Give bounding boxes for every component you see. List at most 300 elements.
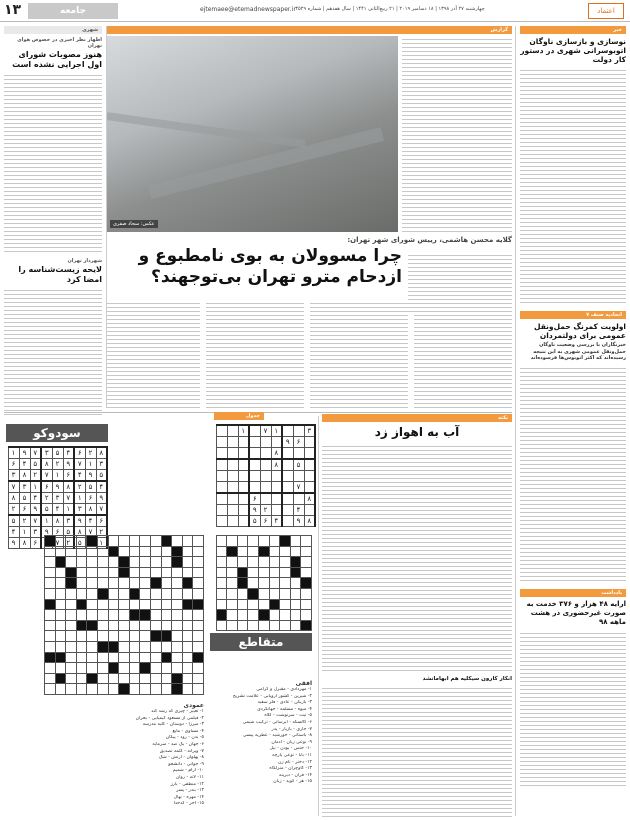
crossword-cell[interactable] bbox=[45, 620, 56, 631]
sudoku-cell[interactable] bbox=[282, 482, 293, 494]
sudoku-cell[interactable] bbox=[260, 437, 271, 448]
crossword-cell[interactable] bbox=[237, 588, 248, 599]
crossword-cell[interactable] bbox=[108, 652, 119, 663]
crossword-cell[interactable] bbox=[129, 620, 140, 631]
crossword-cell[interactable] bbox=[269, 557, 280, 568]
sudoku-cell[interactable] bbox=[216, 437, 227, 448]
crossword-cell[interactable] bbox=[227, 610, 238, 621]
crossword-cell[interactable] bbox=[182, 567, 193, 578]
sudoku-cell[interactable] bbox=[282, 505, 293, 516]
sudoku-cell[interactable] bbox=[249, 459, 260, 471]
sudoku-cell[interactable] bbox=[304, 505, 315, 516]
sudoku-cell[interactable]: ۹ bbox=[293, 516, 304, 527]
sudoku-cell[interactable] bbox=[260, 459, 271, 471]
crossword-cell[interactable] bbox=[161, 567, 172, 578]
crossword-cell[interactable] bbox=[98, 610, 109, 621]
crossword-cell[interactable] bbox=[227, 567, 238, 578]
crossword-cell[interactable] bbox=[108, 536, 119, 547]
crossword-cell[interactable] bbox=[45, 684, 56, 695]
crossword-cell[interactable] bbox=[87, 578, 98, 589]
crossword-cell[interactable] bbox=[172, 588, 183, 599]
crossword-cell[interactable] bbox=[76, 546, 87, 557]
crossword-cell[interactable] bbox=[227, 536, 238, 547]
crossword-cell[interactable] bbox=[119, 578, 130, 589]
crossword-cell[interactable] bbox=[182, 557, 193, 568]
crossword-cell[interactable] bbox=[237, 546, 248, 557]
crossword-cell[interactable] bbox=[269, 588, 280, 599]
crossword-cell[interactable] bbox=[55, 641, 66, 652]
crossword-cell[interactable] bbox=[45, 673, 56, 684]
crossword-mini-grid[interactable] bbox=[216, 535, 312, 631]
crossword-cell[interactable] bbox=[161, 599, 172, 610]
crossword-cell[interactable] bbox=[87, 610, 98, 621]
crossword-cell[interactable] bbox=[55, 620, 66, 631]
crossword-cell[interactable] bbox=[269, 546, 280, 557]
crossword-grid[interactable] bbox=[44, 535, 204, 695]
crossword-cell[interactable] bbox=[248, 610, 259, 621]
crossword-cell[interactable] bbox=[216, 578, 227, 589]
crossword-cell[interactable] bbox=[248, 578, 259, 589]
crossword-cell[interactable] bbox=[108, 567, 119, 578]
crossword-cell[interactable] bbox=[259, 567, 270, 578]
crossword-cell[interactable] bbox=[151, 567, 162, 578]
crossword-cell[interactable] bbox=[87, 631, 98, 642]
crossword-cell[interactable] bbox=[129, 631, 140, 642]
crossword-cell[interactable] bbox=[55, 588, 66, 599]
crossword-cell[interactable] bbox=[119, 620, 130, 631]
crossword-cell[interactable] bbox=[140, 684, 151, 695]
crossword-cell[interactable] bbox=[182, 631, 193, 642]
sudoku-cell[interactable] bbox=[271, 482, 282, 494]
crossword-cell[interactable] bbox=[161, 588, 172, 599]
crossword-cell[interactable] bbox=[76, 631, 87, 642]
crossword-cell[interactable] bbox=[129, 578, 140, 589]
crossword-cell[interactable] bbox=[66, 631, 77, 642]
crossword-cell[interactable] bbox=[216, 567, 227, 578]
crossword-cell[interactable] bbox=[280, 588, 291, 599]
crossword-cell[interactable] bbox=[193, 641, 204, 652]
crossword-cell[interactable] bbox=[151, 557, 162, 568]
crossword-cell[interactable] bbox=[193, 684, 204, 695]
crossword-cell[interactable] bbox=[151, 588, 162, 599]
crossword-cell[interactable] bbox=[87, 599, 98, 610]
sudoku-cell[interactable] bbox=[216, 471, 227, 482]
section-email[interactable]: ejtemaee@etemadnewspaper.ir bbox=[200, 6, 296, 13]
sudoku-cell[interactable] bbox=[271, 493, 282, 505]
crossword-cell[interactable] bbox=[45, 631, 56, 642]
crossword-cell[interactable] bbox=[45, 610, 56, 621]
sudoku-cell[interactable] bbox=[293, 425, 304, 437]
crossword-cell[interactable] bbox=[248, 536, 259, 547]
sudoku-cell[interactable]: ۳ bbox=[304, 425, 315, 437]
crossword-cell[interactable] bbox=[290, 620, 301, 631]
sudoku-cell[interactable] bbox=[249, 448, 260, 460]
crossword-cell[interactable] bbox=[66, 673, 77, 684]
crossword-cell[interactable] bbox=[45, 557, 56, 568]
crossword-cell[interactable] bbox=[108, 610, 119, 621]
sudoku-cell[interactable]: ۹ bbox=[249, 505, 260, 516]
sudoku-cell[interactable]: ۴ bbox=[271, 516, 282, 527]
crossword-cell[interactable] bbox=[182, 536, 193, 547]
crossword-cell[interactable] bbox=[108, 631, 119, 642]
crossword-cell[interactable] bbox=[129, 536, 140, 547]
sudoku-cell[interactable] bbox=[227, 437, 238, 448]
crossword-cell[interactable] bbox=[237, 599, 248, 610]
sudoku-cell[interactable] bbox=[238, 448, 249, 460]
crossword-cell[interactable] bbox=[280, 610, 291, 621]
crossword-cell[interactable] bbox=[161, 557, 172, 568]
crossword-cell[interactable] bbox=[45, 663, 56, 674]
crossword-cell[interactable] bbox=[45, 588, 56, 599]
sudoku-cell[interactable] bbox=[216, 516, 227, 527]
crossword-cell[interactable] bbox=[269, 620, 280, 631]
crossword-cell[interactable] bbox=[140, 641, 151, 652]
crossword-cell[interactable] bbox=[76, 536, 87, 547]
crossword-cell[interactable] bbox=[193, 663, 204, 674]
sudoku-cell[interactable] bbox=[249, 425, 260, 437]
crossword-cell[interactable] bbox=[87, 641, 98, 652]
crossword-cell[interactable] bbox=[98, 684, 109, 695]
sudoku-cell[interactable] bbox=[260, 482, 271, 494]
crossword-cell[interactable] bbox=[55, 536, 66, 547]
crossword-cell[interactable] bbox=[161, 663, 172, 674]
sudoku-cell[interactable] bbox=[249, 437, 260, 448]
crossword-cell[interactable] bbox=[269, 567, 280, 578]
sudoku-cell[interactable] bbox=[227, 516, 238, 527]
crossword-cell[interactable] bbox=[172, 567, 183, 578]
crossword-cell[interactable] bbox=[129, 684, 140, 695]
crossword-cell[interactable] bbox=[172, 652, 183, 663]
sudoku-cell[interactable] bbox=[238, 493, 249, 505]
crossword-cell[interactable] bbox=[172, 610, 183, 621]
crossword-cell[interactable] bbox=[269, 578, 280, 589]
sudoku-cell[interactable] bbox=[227, 448, 238, 460]
crossword-cell[interactable] bbox=[119, 588, 130, 599]
crossword-cell[interactable] bbox=[193, 610, 204, 621]
crossword-cell[interactable] bbox=[140, 536, 151, 547]
sudoku-cell[interactable] bbox=[227, 493, 238, 505]
sudoku-cell[interactable] bbox=[216, 505, 227, 516]
sudoku-cell[interactable] bbox=[271, 437, 282, 448]
crossword-cell[interactable] bbox=[301, 557, 312, 568]
crossword-cell[interactable] bbox=[151, 610, 162, 621]
crossword-cell[interactable] bbox=[129, 641, 140, 652]
crossword-cell[interactable] bbox=[259, 588, 270, 599]
crossword-cell[interactable] bbox=[98, 546, 109, 557]
crossword-cell[interactable] bbox=[151, 620, 162, 631]
crossword-cell[interactable] bbox=[161, 673, 172, 684]
crossword-cell[interactable] bbox=[172, 578, 183, 589]
crossword-cell[interactable] bbox=[76, 578, 87, 589]
crossword-cell[interactable] bbox=[301, 610, 312, 621]
crossword-cell[interactable] bbox=[237, 620, 248, 631]
sudoku-cell[interactable]: ۱ bbox=[271, 425, 282, 437]
sudoku-cell[interactable] bbox=[282, 425, 293, 437]
crossword-cell[interactable] bbox=[151, 673, 162, 684]
sudoku-cell[interactable] bbox=[260, 471, 271, 482]
crossword-cell[interactable] bbox=[172, 631, 183, 642]
crossword-cell[interactable] bbox=[66, 557, 77, 568]
crossword-cell[interactable] bbox=[76, 652, 87, 663]
crossword-cell[interactable] bbox=[151, 652, 162, 663]
crossword-cell[interactable] bbox=[119, 536, 130, 547]
crossword-cell[interactable] bbox=[66, 536, 77, 547]
crossword-cell[interactable] bbox=[55, 578, 66, 589]
crossword-cell[interactable] bbox=[172, 620, 183, 631]
crossword-cell[interactable] bbox=[76, 588, 87, 599]
crossword-cell[interactable] bbox=[269, 536, 280, 547]
crossword-cell[interactable] bbox=[98, 578, 109, 589]
crossword-cell[interactable] bbox=[87, 684, 98, 695]
sudoku-cell[interactable] bbox=[304, 482, 315, 494]
crossword-cell[interactable] bbox=[55, 567, 66, 578]
crossword-cell[interactable] bbox=[66, 620, 77, 631]
crossword-cell[interactable] bbox=[216, 588, 227, 599]
crossword-cell[interactable] bbox=[182, 610, 193, 621]
sudoku-cell[interactable] bbox=[216, 493, 227, 505]
crossword-cell[interactable] bbox=[259, 557, 270, 568]
crossword-cell[interactable] bbox=[227, 599, 238, 610]
crossword-cell[interactable] bbox=[182, 546, 193, 557]
sudoku-cell[interactable]: ۲ bbox=[260, 505, 271, 516]
crossword-cell[interactable] bbox=[182, 663, 193, 674]
crossword-cell[interactable] bbox=[55, 546, 66, 557]
crossword-cell[interactable] bbox=[280, 557, 291, 568]
crossword-cell[interactable] bbox=[216, 620, 227, 631]
crossword-cell[interactable] bbox=[66, 652, 77, 663]
crossword-cell[interactable] bbox=[193, 578, 204, 589]
crossword-cell[interactable] bbox=[193, 631, 204, 642]
sudoku-cell[interactable] bbox=[260, 448, 271, 460]
crossword-cell[interactable] bbox=[108, 557, 119, 568]
crossword-cell[interactable] bbox=[216, 557, 227, 568]
sudoku-cell[interactable] bbox=[304, 448, 315, 460]
crossword-cell[interactable] bbox=[216, 546, 227, 557]
sudoku-cell[interactable]: ۶ bbox=[249, 493, 260, 505]
crossword-cell[interactable] bbox=[119, 546, 130, 557]
sudoku-cell[interactable]: ۵ bbox=[293, 459, 304, 471]
crossword-cell[interactable] bbox=[151, 663, 162, 674]
crossword-cell[interactable] bbox=[259, 620, 270, 631]
crossword-cell[interactable] bbox=[108, 684, 119, 695]
crossword-cell[interactable] bbox=[193, 536, 204, 547]
crossword-cell[interactable] bbox=[98, 663, 109, 674]
crossword-cell[interactable] bbox=[140, 546, 151, 557]
crossword-cell[interactable] bbox=[237, 536, 248, 547]
crossword-cell[interactable] bbox=[301, 588, 312, 599]
sudoku-cell[interactable]: ۱ bbox=[238, 425, 249, 437]
sudoku-cell[interactable] bbox=[227, 505, 238, 516]
sudoku-cell[interactable]: ۷ bbox=[293, 482, 304, 494]
crossword-cell[interactable] bbox=[182, 673, 193, 684]
crossword-cell[interactable] bbox=[227, 578, 238, 589]
crossword-cell[interactable] bbox=[140, 631, 151, 642]
sudoku-cell[interactable] bbox=[282, 459, 293, 471]
crossword-cell[interactable] bbox=[248, 546, 259, 557]
crossword-cell[interactable] bbox=[172, 641, 183, 652]
sudoku-cell[interactable] bbox=[216, 425, 227, 437]
crossword-cell[interactable] bbox=[98, 673, 109, 684]
crossword-cell[interactable] bbox=[290, 546, 301, 557]
sudoku-cell[interactable] bbox=[271, 471, 282, 482]
crossword-cell[interactable] bbox=[76, 567, 87, 578]
crossword-cell[interactable] bbox=[129, 673, 140, 684]
crossword-cell[interactable] bbox=[193, 588, 204, 599]
crossword-cell[interactable] bbox=[119, 663, 130, 674]
sudoku-cell[interactable]: ۸ bbox=[304, 516, 315, 527]
crossword-cell[interactable] bbox=[140, 567, 151, 578]
crossword-cell[interactable] bbox=[55, 599, 66, 610]
crossword-cell[interactable] bbox=[161, 684, 172, 695]
crossword-cell[interactable] bbox=[76, 684, 87, 695]
sudoku-cell[interactable] bbox=[304, 437, 315, 448]
sudoku-cell[interactable] bbox=[216, 459, 227, 471]
crossword-cell[interactable] bbox=[140, 599, 151, 610]
sudoku-cell[interactable] bbox=[238, 471, 249, 482]
crossword-cell[interactable] bbox=[216, 599, 227, 610]
crossword-cell[interactable] bbox=[140, 673, 151, 684]
crossword-cell[interactable] bbox=[129, 652, 140, 663]
crossword-cell[interactable] bbox=[119, 610, 130, 621]
crossword-cell[interactable] bbox=[55, 684, 66, 695]
crossword-cell[interactable] bbox=[269, 610, 280, 621]
crossword-cell[interactable] bbox=[66, 599, 77, 610]
crossword-cell[interactable] bbox=[161, 620, 172, 631]
crossword-cell[interactable] bbox=[98, 536, 109, 547]
crossword-cell[interactable] bbox=[87, 567, 98, 578]
sudoku-cell[interactable] bbox=[227, 471, 238, 482]
crossword-cell[interactable] bbox=[151, 546, 162, 557]
crossword-cell[interactable] bbox=[45, 578, 56, 589]
crossword-cell[interactable] bbox=[161, 578, 172, 589]
sudoku-cell[interactable]: ۶ bbox=[293, 437, 304, 448]
crossword-cell[interactable] bbox=[151, 684, 162, 695]
crossword-cell[interactable] bbox=[108, 599, 119, 610]
crossword-cell[interactable] bbox=[98, 557, 109, 568]
crossword-cell[interactable] bbox=[280, 567, 291, 578]
crossword-cell[interactable] bbox=[193, 546, 204, 557]
crossword-cell[interactable] bbox=[290, 536, 301, 547]
crossword-cell[interactable] bbox=[301, 536, 312, 547]
crossword-cell[interactable] bbox=[248, 567, 259, 578]
crossword-cell[interactable] bbox=[129, 557, 140, 568]
sudoku-cell[interactable] bbox=[238, 482, 249, 494]
crossword-cell[interactable] bbox=[193, 567, 204, 578]
sudoku-cell[interactable]: ۴ bbox=[293, 505, 304, 516]
crossword-cell[interactable] bbox=[76, 641, 87, 652]
crossword-cell[interactable] bbox=[182, 684, 193, 695]
crossword-cell[interactable] bbox=[45, 567, 56, 578]
crossword-cell[interactable] bbox=[237, 557, 248, 568]
crossword-cell[interactable] bbox=[237, 610, 248, 621]
crossword-cell[interactable] bbox=[66, 641, 77, 652]
crossword-cell[interactable] bbox=[140, 588, 151, 599]
sudoku-cell[interactable] bbox=[271, 505, 282, 516]
sudoku-cell[interactable] bbox=[238, 437, 249, 448]
crossword-cell[interactable] bbox=[87, 652, 98, 663]
crossword-cell[interactable] bbox=[172, 599, 183, 610]
crossword-cell[interactable] bbox=[259, 578, 270, 589]
crossword-cell[interactable] bbox=[98, 631, 109, 642]
sudoku-cell[interactable] bbox=[260, 493, 271, 505]
sudoku-cell[interactable] bbox=[238, 505, 249, 516]
crossword-cell[interactable] bbox=[280, 599, 291, 610]
crossword-cell[interactable] bbox=[108, 620, 119, 631]
sudoku-cell[interactable]: ۷ bbox=[260, 425, 271, 437]
crossword-cell[interactable] bbox=[151, 641, 162, 652]
sudoku-cell[interactable] bbox=[282, 493, 293, 505]
crossword-cell[interactable] bbox=[280, 546, 291, 557]
crossword-cell[interactable] bbox=[129, 599, 140, 610]
crossword-cell[interactable] bbox=[301, 599, 312, 610]
crossword-cell[interactable] bbox=[301, 567, 312, 578]
crossword-cell[interactable] bbox=[45, 641, 56, 652]
crossword-cell[interactable] bbox=[290, 578, 301, 589]
crossword-cell[interactable] bbox=[98, 620, 109, 631]
sudoku-cell[interactable] bbox=[249, 482, 260, 494]
crossword-cell[interactable] bbox=[76, 557, 87, 568]
crossword-cell[interactable] bbox=[193, 620, 204, 631]
crossword-cell[interactable] bbox=[119, 652, 130, 663]
crossword-cell[interactable] bbox=[248, 599, 259, 610]
crossword-cell[interactable] bbox=[161, 546, 172, 557]
sudoku-cell[interactable] bbox=[304, 471, 315, 482]
crossword-cell[interactable] bbox=[227, 620, 238, 631]
crossword-cell[interactable] bbox=[66, 684, 77, 695]
crossword-cell[interactable] bbox=[193, 673, 204, 684]
sudoku-cell[interactable] bbox=[282, 471, 293, 482]
crossword-cell[interactable] bbox=[290, 610, 301, 621]
crossword-cell[interactable] bbox=[280, 578, 291, 589]
crossword-cell[interactable] bbox=[182, 620, 193, 631]
crossword-cell[interactable] bbox=[45, 546, 56, 557]
crossword-cell[interactable] bbox=[161, 641, 172, 652]
crossword-cell[interactable] bbox=[66, 663, 77, 674]
sudoku-cell[interactable] bbox=[304, 459, 315, 471]
crossword-cell[interactable] bbox=[129, 567, 140, 578]
sudoku-cell[interactable]: ۵ bbox=[249, 516, 260, 527]
crossword-cell[interactable] bbox=[108, 673, 119, 684]
crossword-cell[interactable] bbox=[290, 599, 301, 610]
crossword-cell[interactable] bbox=[259, 599, 270, 610]
sudoku-puzzle-grid[interactable] bbox=[216, 424, 317, 527]
crossword-cell[interactable] bbox=[98, 567, 109, 578]
crossword-cell[interactable] bbox=[66, 610, 77, 621]
crossword-cell[interactable] bbox=[55, 610, 66, 621]
crossword-cell[interactable] bbox=[76, 673, 87, 684]
crossword-cell[interactable] bbox=[119, 599, 130, 610]
crossword-cell[interactable] bbox=[151, 599, 162, 610]
sudoku-cell[interactable] bbox=[238, 516, 249, 527]
crossword-cell[interactable] bbox=[140, 652, 151, 663]
crossword-cell[interactable] bbox=[55, 631, 66, 642]
crossword-cell[interactable] bbox=[280, 620, 291, 631]
crossword-cell[interactable] bbox=[151, 536, 162, 547]
crossword-cell[interactable] bbox=[119, 673, 130, 684]
sudoku-cell[interactable] bbox=[216, 448, 227, 460]
sudoku-cell[interactable]: ۶ bbox=[260, 516, 271, 527]
crossword-cell[interactable] bbox=[248, 557, 259, 568]
sudoku-cell[interactable] bbox=[227, 425, 238, 437]
crossword-cell[interactable] bbox=[129, 663, 140, 674]
crossword-cell[interactable] bbox=[98, 599, 109, 610]
sudoku-cell[interactable] bbox=[216, 482, 227, 494]
crossword-cell[interactable] bbox=[216, 536, 227, 547]
crossword-cell[interactable] bbox=[140, 578, 151, 589]
crossword-cell[interactable] bbox=[129, 546, 140, 557]
sudoku-cell[interactable] bbox=[293, 448, 304, 460]
crossword-cell[interactable] bbox=[172, 536, 183, 547]
